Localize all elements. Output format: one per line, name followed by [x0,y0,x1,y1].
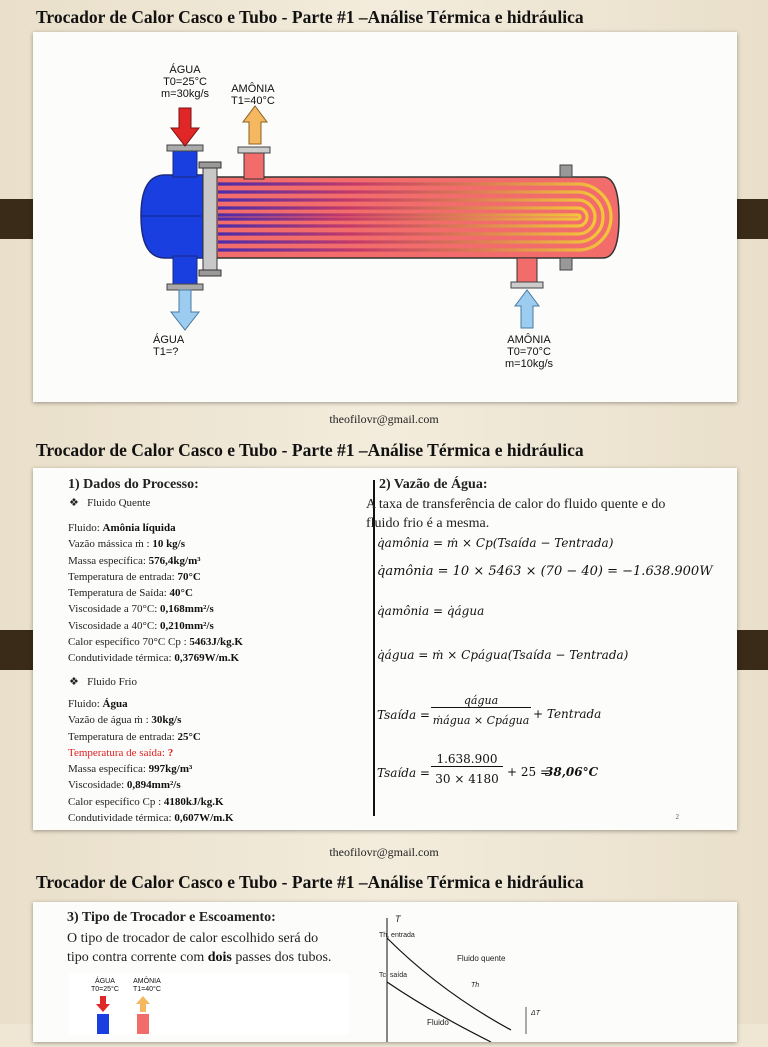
eq-6-tail: + 25 = [507,765,551,779]
property-key: Vazão de água ṁ : [68,714,152,727]
property-value: 576,4kg/m³ [148,554,201,567]
property-key: Temperatura de entrada: [68,730,178,743]
property-value: 997kg/m³ [148,763,193,776]
plot-th-in-label: Th, entrada [379,932,415,939]
property-line [68,696,234,712]
water-out-arrow [171,290,199,330]
property-value: ? [167,746,174,759]
water-in-arrow [171,108,199,146]
cold-curve [387,982,491,1042]
property-key: Viscosidade: [68,779,127,792]
property-line [68,650,243,666]
property-value: 5463J/kg.K [189,636,243,649]
property-key: Condutividade térmica: [68,812,175,825]
type-text: O tipo de trocador de calor escolhido será do tipo contra corrente com dois passes dos tubos. [67,931,332,965]
property-value: 0,210mm²/s [160,619,214,632]
eq-6-num: 1.638.900 [431,752,503,767]
property-value: 0,168mm²/s [160,603,214,616]
type-panel [33,902,737,1042]
water-in-nozzle [173,149,197,177]
heat-exchanger-diagram [33,32,737,402]
property-key: Calor específico Cp : [68,795,164,808]
property-key: Massa específica: [68,763,149,776]
plot-tc-out-label: Tc, saída [379,972,408,979]
property-key: Temperatura de Saída: [68,587,170,600]
diagram-panel [33,32,737,402]
property-key: Temperatura de entrada: [68,570,178,583]
slide-3-title: Trocador de Calor Casco e Tubo - Parte #1 –Análise Térmica e hidráulica [36,872,584,892]
amonia-in-nozzle [517,258,537,284]
property-value: 70°C [177,570,201,583]
eq-5-num: qágua [431,694,531,708]
data-panel [33,468,737,830]
plot-cold-label: Fluido [427,1018,449,1027]
slide-1-title: Trocador de Calor Casco e Tubo - Parte #1 –Análise Térmica e hidráulica [36,7,584,27]
temperature-plot [371,912,591,1042]
property-key: Vazão mássica ṁ : [68,538,153,551]
cold-fluid-label: ❖ Fluido Frio [69,676,137,688]
property-line [68,634,243,650]
explanation-text: A taxa de transferência de calor do fluido quente e do fluido frio é a mesma. [366,497,666,531]
eq-5-den: ṁágua × Cpágua [432,714,530,727]
property-value: 0,607W/m.K [174,812,234,825]
amonia-out-nozzle [244,151,264,179]
page-number: 2 [675,813,679,821]
property-line [68,618,243,634]
eq-6-lhs: Tsaída = [377,766,430,780]
agua-in-label: ÁGUA T0=25°C m=30kg/s [161,64,209,100]
email-1: theofilovr@gmail.com [329,412,439,426]
cold-fluid-list [68,696,234,826]
property-line [68,601,243,617]
property-key: Fluido: [68,698,103,710]
mini-agua-label: ÁGUA T0=25°C [91,978,119,993]
water-flow-heading: 2) Vazão de Água: [379,477,488,492]
property-key: Massa específica: [68,554,149,567]
property-value: 25°C [177,730,201,743]
slide-2-title: Trocador de Calor Casco e Tubo - Parte #1 –Análise Térmica e hidráulica [36,440,584,460]
amonia-in-arrow [515,290,539,328]
property-line [68,553,243,569]
property-value: Amônia líquida [102,522,176,534]
eq-2: q̇amônia = 10 × 5463 × (70 − 40) = −1.638.900W [377,564,713,579]
property-key: Fluido: [68,522,103,534]
property-value: 4180kJ/kg.K [163,795,224,808]
property-line [68,761,234,777]
eq-5-lhs: Tsaída = [377,708,430,722]
property-value: Água [102,698,128,710]
property-key: Condutividade térmica: [68,652,175,665]
property-value: 30kg/s [151,714,182,727]
mini-amonia-arrow [136,996,150,1012]
property-line [68,777,234,793]
property-line [68,712,234,728]
plot-hot-label: Fluido quente [457,954,506,963]
eq-6-result: 38,06°C [545,765,599,779]
property-key: Viscosidade a 70°C: [68,603,161,616]
eq-5-tail: + Tentrada [533,707,602,721]
email-2: theofilovr@gmail.com [329,845,439,859]
property-line [68,745,234,761]
mini-amonia-label: AMÔNIA T1=40°C [133,978,161,993]
amonia-out-arrow [243,106,267,144]
property-value: 0,894mm²/s [126,779,181,792]
hot-fluid-list [68,520,243,667]
hot-curve [387,938,511,1030]
property-line [68,520,243,536]
plot-t-label: T [395,914,401,924]
type-heading: 3) Tipo de Trocador e Escoamento: [67,910,276,925]
plot-dt-label: ΔT [531,1010,540,1017]
process-heading: 1) Dados do Processo: [68,477,199,492]
eq-3: q̇amônia = q̇água [377,604,485,618]
plot-th-label: Th [471,982,480,989]
property-line [68,729,234,745]
tubesheet [203,166,217,272]
amonia-out-label: AMÔNIA T1=40°C [231,83,275,107]
property-value: 0,3769W/m.K [174,652,240,665]
property-line [68,794,234,810]
eq-4: q̇água = ṁ × Cpágua(Tsaída − Tentrada) [377,648,629,662]
mini-water-arrow [96,996,110,1012]
property-line [68,585,243,601]
eq-6-den: 30 × 4180 [435,772,499,786]
property-value: 40°C [169,587,193,600]
property-key: Temperatura de saída: [68,746,168,759]
property-line [68,810,234,826]
water-out-nozzle [173,256,197,286]
property-line [68,536,243,552]
amonia-in-label: AMÔNIA T0=70°C m=10kg/s [505,334,553,370]
property-line [68,569,243,585]
hot-fluid-label: ❖ Fluido Quente [69,497,151,509]
mini-diagram [69,974,349,1034]
eq-1: q̇amônia = ṁ × Cp(Tsaída − Tentrada) [377,536,614,550]
property-value: 10 kg/s [152,538,186,551]
agua-out-label: ÁGUA T1=? [153,334,185,358]
property-key: Viscosidade a 40°C: [68,619,161,632]
property-key: Calor específico 70°C Cp : [68,636,190,649]
